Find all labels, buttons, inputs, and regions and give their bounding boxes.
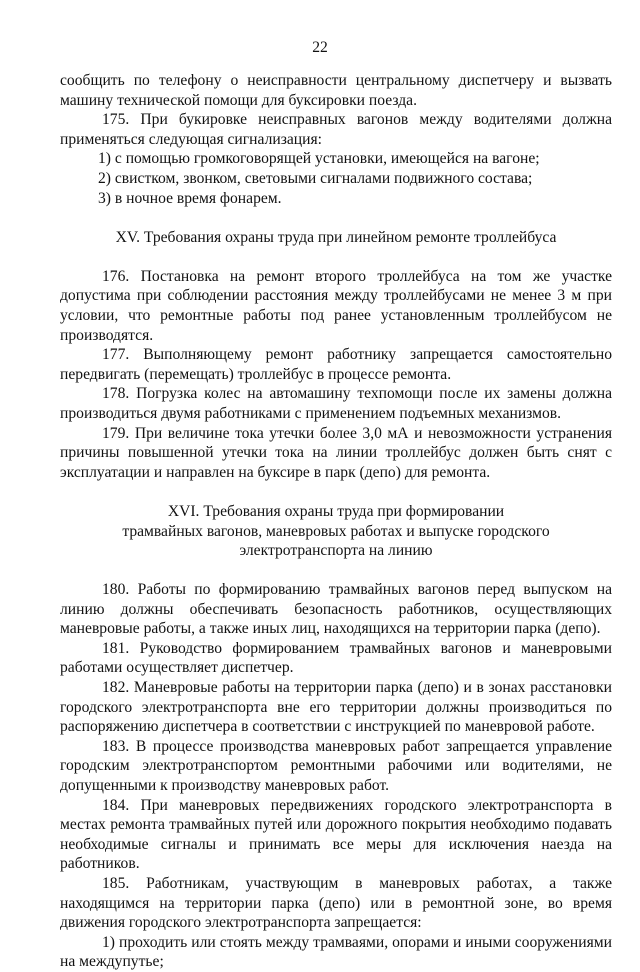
heading-line: XVI. Требования охраны труда при формировании <box>167 503 505 521</box>
paragraph-continuation: сообщить по телефону о неисправности центральному диспетчеру и вызвать машину технической помощи для буксировки поезда. <box>60 72 612 109</box>
heading-line: трамвайных вагонов, маневровых работах и выпуске городского <box>122 522 550 540</box>
paragraph-178: 178. Погрузка колес на автомашину техпомощи после их замены должна производиться двумя работниками с применением подъемных механизмов. <box>60 385 612 422</box>
paragraph-177: 177. Выполняющему ремонт работнику запрещается самостоятельно передвигать (перемещать) троллейбус в процессе ремонта. <box>60 346 612 383</box>
section-heading-xvi <box>60 502 612 561</box>
list-item: 1) проходить или стоять между трамваями, опорами и иными сооружениями на междупутье; <box>60 933 612 971</box>
list-item: 2) свистком, звонком, световыми сигналами подвижного состава; <box>98 169 533 187</box>
list-item: 3) в ночное время фонарем. <box>98 189 282 207</box>
paragraph-181: 181. Руководство формированием трамвайных вагонов и маневровыми работами осуществляет диспетчер. <box>60 639 612 677</box>
heading-line: электротранспорта на линию <box>239 542 433 560</box>
page-content <box>60 71 612 972</box>
paragraph-176: 176. Постановка на ремонт второго троллейбуса на том же участке допустима при соблюдении расстояния между троллейбусами не менее 3 м при условии, что ремонтные работы под ранее установленным троллейбусом не производятся. <box>60 267 612 344</box>
paragraph-180: 180. Работы по формированию трамвайных вагонов перед выпуском на линию должны обеспечивать безопасность работников, осуществляющих маневровые работы, а также иных лиц, находящихся на территории парка (депо). <box>60 581 612 638</box>
paragraph-182: 182. Маневровые работы на территории парка (депо) и в зонах расстановки городского электротранспорта вне его территории должны производиться по распоряжению диспетчера в соответствии с инструкцией по маневровой работе. <box>60 679 612 736</box>
page-number: 22 <box>312 39 328 56</box>
paragraph-179: 179. При величине тока утечки более 3,0 мА и невозможности устранения причины повышенной утечки тока на линии троллейбус должен быть снят с эксплуатации и направлен на буксире в парк (депо) для ремонта. <box>60 424 612 481</box>
section-heading-xv: XV. Требования охраны труда при линейном ремонте троллейбуса <box>115 229 557 247</box>
list-item: 1) с помощью громкоговорящей установки, имеющейся на вагоне; <box>98 150 540 168</box>
paragraph-175: 175. При букировке неисправных вагонов между водителями должна применяться следующая сигнализация: <box>60 111 612 148</box>
paragraph-185: 185. Работникам, участвующим в маневровых работах, а также находящимся на территории парка (депо) или в ремонтной зоне, во время движения городского электротранспорта запрещается: <box>60 874 612 932</box>
paragraph-183: 183. В процессе производства маневровых работ запрещается управление городским электротранспортом ремонтными рабочими или водителями, не допущенными к производству маневровых работ. <box>60 737 612 794</box>
paragraph-184: 184. При маневровых передвижениях городского электротранспорта в местах ремонта трамвайных путей или дорожного покрытия необходимо подавать необходимые сигналы и принимать все меры для исключения наезда на работников. <box>60 796 612 873</box>
